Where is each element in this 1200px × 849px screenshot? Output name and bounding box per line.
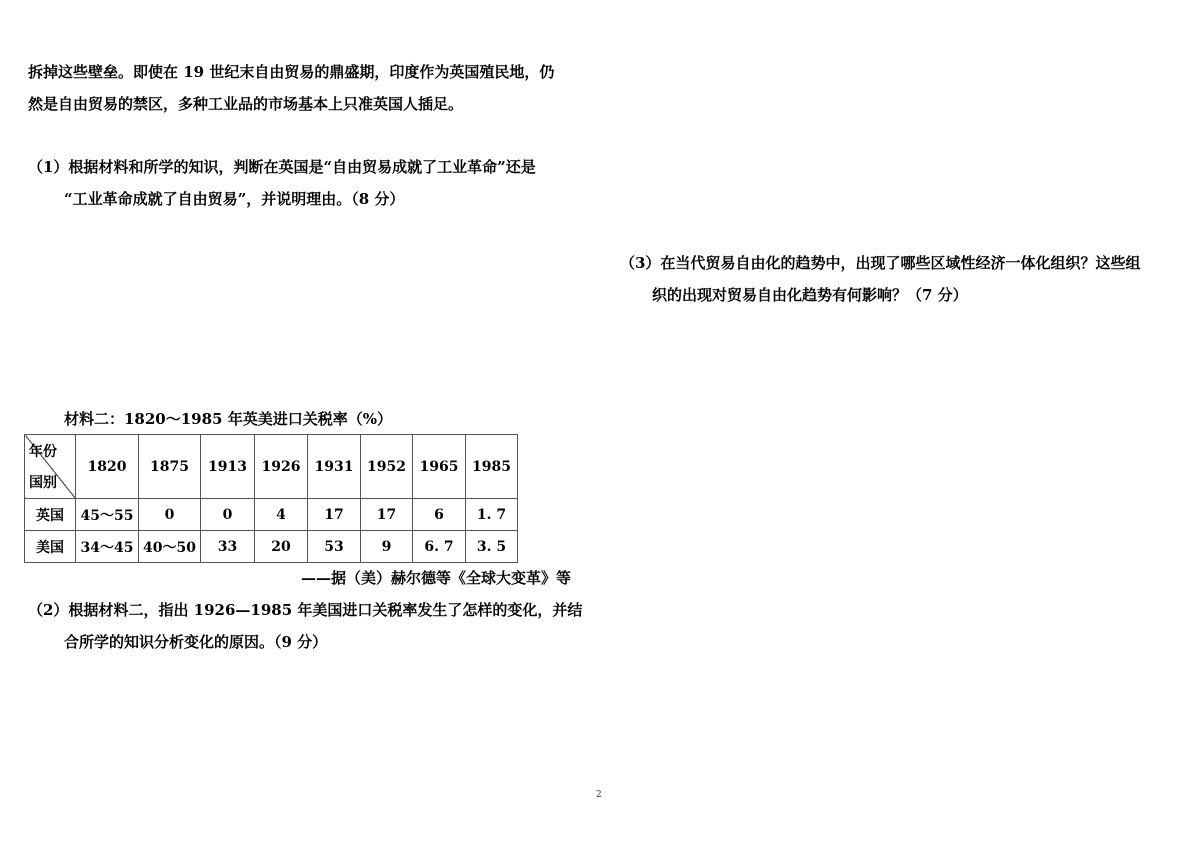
question-1-line-1: （1）根据材料和所学的知识，判断在英国是“自由贸易成就了工业革命”还是 [28, 158, 536, 176]
year-header-cell: 1913 [201, 435, 255, 499]
material-one-line-2: 然是自由贸易的禁区，多种工业品的市场基本上只准英国人插足。 [28, 95, 464, 113]
year-header-cell: 1931 [308, 435, 361, 499]
tariff-value-cell: 17 [308, 499, 361, 531]
tariff-value-cell: 33 [201, 531, 255, 563]
tariff-value-cell: 6 [413, 499, 466, 531]
year-header-cell: 1820 [76, 435, 139, 499]
tariff-value-cell: 40～50 [139, 531, 201, 563]
tariff-value-cell: 3. 5 [466, 531, 518, 563]
tariff-value-cell: 9 [361, 531, 413, 563]
question-3-line-1: （3）在当代贸易自由化的趋势中，出现了哪些区域性经济一体化组织？这些组 [620, 254, 1141, 272]
corner-country-label: 国别 [29, 475, 57, 491]
year-header-cell: 1926 [255, 435, 308, 499]
tariff-value-cell: 17 [361, 499, 413, 531]
page-number: 2 [596, 790, 602, 800]
material-one-line-1: 拆掉这些壁垒。即使在 19 世纪末自由贸易的鼎盛期，印度作为英国殖民地，仍 [28, 63, 555, 81]
tariff-value-cell: 0 [139, 499, 201, 531]
year-header-cell: 1965 [413, 435, 466, 499]
question-2-line-2: 合所学的知识分析变化的原因。（9 分） [64, 633, 328, 651]
tariff-value-cell: 1. 7 [466, 499, 518, 531]
table-corner-cell [25, 435, 76, 499]
table-row-britain [25, 499, 518, 531]
question-1-line-2: “工业革命成就了自由贸易”，并说明理由。（8 分） [64, 190, 405, 208]
year-header-cell: 1985 [466, 435, 518, 499]
tariff-table [24, 434, 518, 563]
year-header-cell: 1952 [361, 435, 413, 499]
table-source-citation: ——据（美）赫尔德等《全球大变革》等 [301, 569, 572, 587]
tariff-value-cell: 53 [308, 531, 361, 563]
tariff-value-cell: 6. 7 [413, 531, 466, 563]
table-row-usa [25, 531, 518, 563]
tariff-value-cell: 34～45 [76, 531, 139, 563]
tariff-value-cell: 20 [255, 531, 308, 563]
corner-year-label: 年份 [29, 444, 57, 460]
country-label-cell: 美国 [25, 531, 76, 563]
year-header-cell: 1875 [139, 435, 201, 499]
tariff-value-cell: 4 [255, 499, 308, 531]
tariff-value-cell: 45～55 [76, 499, 139, 531]
question-2-line-1: （2）根据材料二，指出 1926—1985 年美国进口关税率发生了怎样的变化，并结 [28, 601, 583, 619]
material-two-title: 材料二：1820～1985 年英美进口关税率（%） [64, 410, 392, 428]
table-header-row [25, 435, 518, 499]
country-label-cell: 英国 [25, 499, 76, 531]
question-3-line-2: 织的出现对贸易自由化趋势有何影响？（7 分） [652, 286, 968, 304]
tariff-value-cell: 0 [201, 499, 255, 531]
